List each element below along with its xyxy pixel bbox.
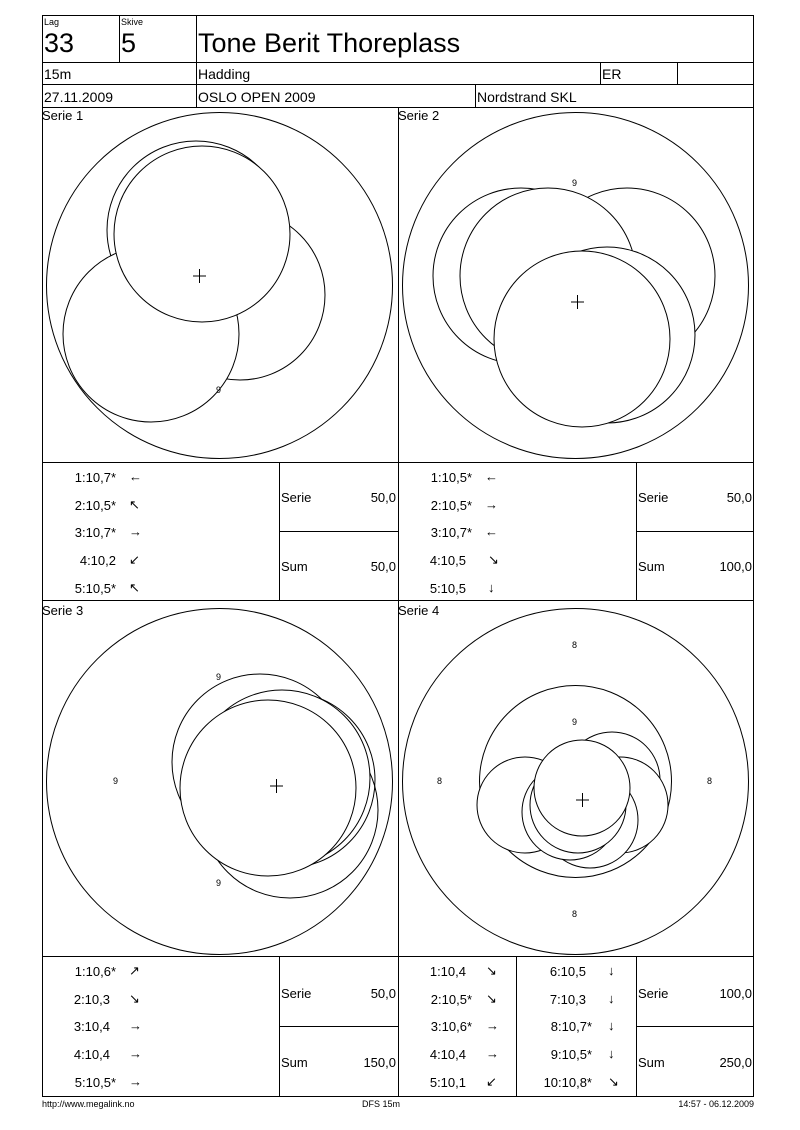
sum-label: Sum: [281, 559, 308, 574]
sum-value: 100,0: [719, 559, 752, 574]
shot-direction-arrow: ←: [129, 469, 142, 484]
series-4-label: Serie 4: [398, 603, 440, 618]
shot-direction-arrow: ↖: [129, 497, 140, 512]
sum-value: 250,0: [719, 1055, 752, 1070]
sum-value: 150,0: [363, 1055, 396, 1070]
shot-direction-arrow: ↓: [608, 1018, 615, 1033]
ring-number-label: 9: [572, 717, 578, 727]
ring-number-label: 9: [572, 178, 578, 188]
shot-direction-arrow: →: [129, 1018, 142, 1033]
shot-direction-arrow: ↘: [486, 963, 497, 978]
series-1-label: Serie 1: [42, 108, 84, 123]
shot-direction-arrow: ↓: [608, 991, 615, 1006]
serie-label: Serie: [281, 986, 312, 1001]
footer-discipline: DFS 15m: [362, 1099, 401, 1109]
shot-direction-arrow: ↓: [608, 1046, 615, 1061]
shot-direction-arrow: →: [486, 1018, 499, 1033]
sum-value: 50,0: [370, 559, 396, 574]
distance: 15m: [44, 66, 72, 82]
shot-direction-arrow: ↘: [129, 991, 140, 1006]
shot-direction-arrow: ↘: [488, 552, 499, 567]
sum-label: Sum: [638, 559, 665, 574]
lag-label: Lag: [44, 17, 60, 27]
serie-label: Serie: [281, 490, 312, 505]
shot-direction-arrow: →: [129, 1046, 142, 1061]
footer-url[interactable]: http://www.megalink.no: [42, 1099, 135, 1109]
serie-value: 50,0: [370, 986, 396, 1001]
series-2-label: Serie 2: [398, 108, 440, 123]
ring-number-label: 9: [216, 385, 222, 395]
ring-number-label: 8: [572, 640, 578, 650]
serie-value: 50,0: [726, 490, 752, 505]
shot-direction-arrow: →: [485, 497, 498, 512]
shooter-name: Tone Berit Thoreplass: [198, 28, 461, 58]
ring-number-label: 8: [437, 776, 443, 786]
ring-number-label: 9: [216, 878, 222, 888]
sum-label: Sum: [638, 1055, 665, 1070]
class: ER: [602, 66, 622, 82]
shot-direction-arrow: ←: [485, 469, 498, 484]
position: Hadding: [198, 66, 251, 82]
shot-hole: [534, 740, 630, 836]
skive-label: Skive: [121, 17, 144, 27]
sum-label: Sum: [281, 1055, 308, 1070]
ring-number-label: 8: [572, 909, 578, 919]
shot-direction-arrow: →: [129, 1074, 142, 1089]
date: 27.11.2009: [44, 89, 114, 105]
ring-number-label: 9: [216, 672, 222, 682]
series-3-label: Serie 3: [42, 603, 84, 618]
skive-value: 5: [121, 28, 137, 58]
serie-value: 50,0: [370, 490, 396, 505]
ring-number-label: 9: [113, 776, 119, 786]
shot-direction-arrow: ↖: [129, 580, 140, 595]
shot-direction-arrow: →: [486, 1046, 499, 1061]
shot-direction-arrow: ↙: [129, 552, 140, 567]
shot-direction-arrow: ←: [485, 524, 498, 539]
club: Nordstrand SKL: [477, 89, 577, 105]
serie-label: Serie: [638, 490, 669, 505]
serie-value: 100,0: [719, 986, 752, 1001]
serie-label: Serie: [638, 986, 669, 1001]
event: OSLO OPEN 2009: [198, 89, 316, 105]
shot-direction-arrow: ↓: [488, 580, 495, 595]
shot-direction-arrow: ↘: [608, 1074, 619, 1089]
lag-value: 33: [44, 28, 75, 58]
shot-direction-arrow: ↗: [129, 963, 140, 978]
shot-direction-arrow: →: [129, 524, 142, 539]
shot-direction-arrow: ↘: [486, 991, 497, 1006]
shot-direction-arrow: ↙: [486, 1074, 497, 1089]
ring-number-label: 8: [707, 776, 713, 786]
footer-timestamp: 14:57 - 06.12.2009: [678, 1099, 754, 1109]
shot-direction-arrow: ↓: [608, 963, 615, 978]
